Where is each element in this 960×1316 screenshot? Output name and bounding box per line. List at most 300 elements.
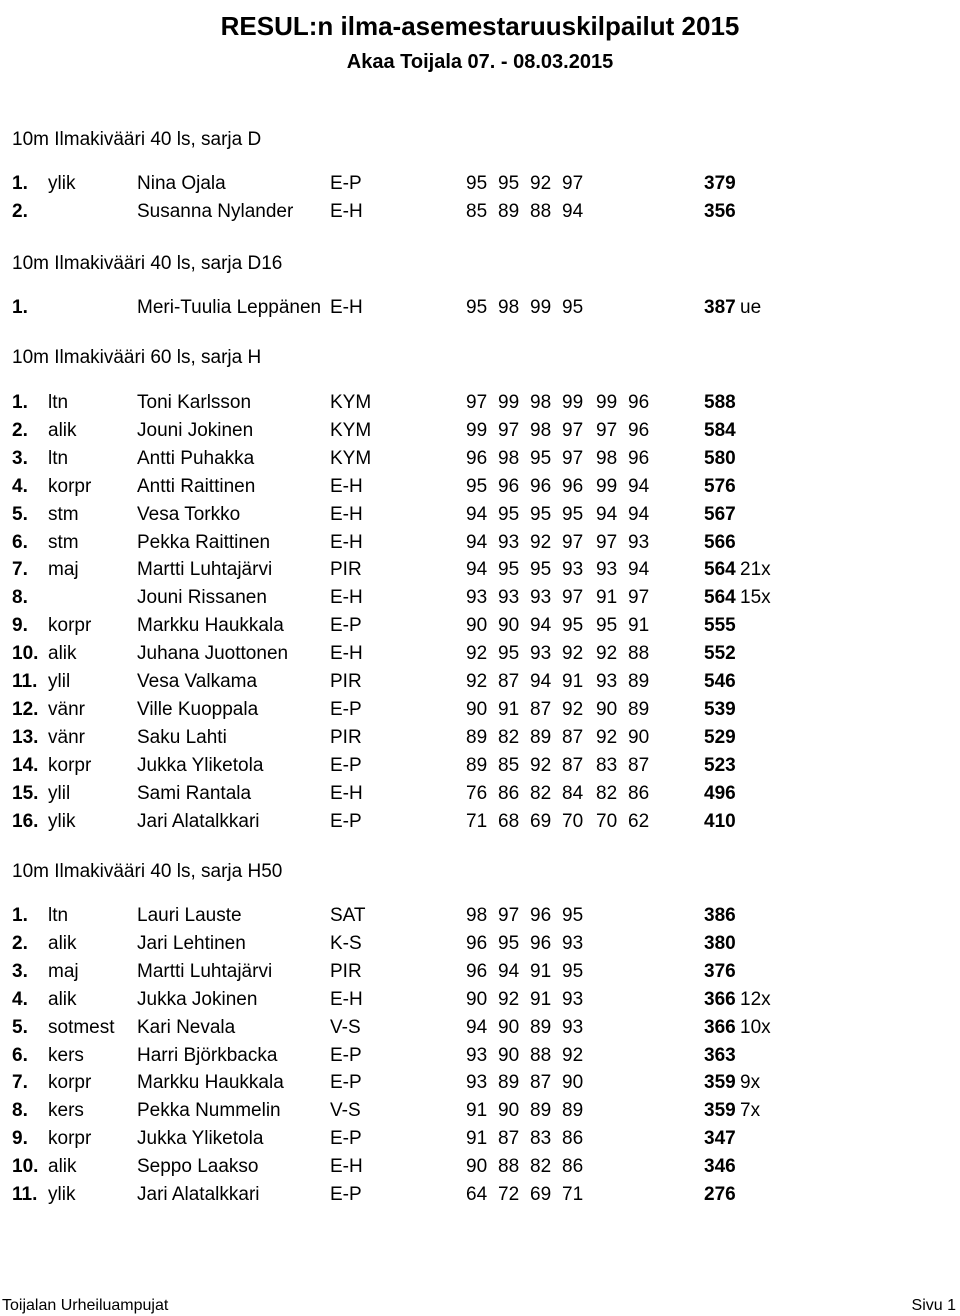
club-cell: E-P [330,173,362,194]
military-rank-cell: alik [48,988,77,1010]
military-rank-cell: korpr [48,615,92,637]
table-row [0,903,960,929]
series-score-cell: 93 [466,1044,488,1066]
competitor-name-cell: Markku Haukkala [137,615,284,637]
series-score-cell: 90 [466,1156,488,1178]
total-score-cell: 363 [704,1044,736,1066]
total-score-cell: 387 [704,297,736,318]
total-score-cell: 523 [704,754,736,776]
series-score-cell: 94 [498,960,520,982]
series-score-cell: 85 [498,754,520,776]
series-score-cell: 93 [530,587,552,609]
series-score-cell: 91 [628,615,650,637]
military-rank-cell: ylik [48,810,76,832]
series-score-cell: 94 [466,1016,488,1038]
table-row [0,809,960,835]
page-title: RESUL:n ilma-asemestaruuskilpailut 2015 [220,11,740,41]
rank-cell: 16. [12,810,39,832]
military-rank-cell: stm [48,531,79,553]
table-row [0,959,960,985]
club-cell: E-H [330,531,363,553]
series-score-cell: 95 [466,173,488,194]
series-score-cell: 68 [498,810,520,832]
series-score-cell: 97 [628,587,650,609]
series-score-cell: 90 [466,988,488,1010]
competitor-name-cell: Martti Luhtajärvi [137,559,273,581]
series-score-cell: 93 [562,932,584,954]
series-score-cell: 93 [466,587,488,609]
rank-cell: 1. [12,297,28,318]
rank-cell: 8. [12,587,28,609]
series-score-cell: 92 [596,726,618,748]
military-rank-cell: alik [48,643,77,665]
rank-cell: 14. [12,754,39,776]
series-score-cell: 90 [628,726,650,748]
series-score-cell: 92 [498,988,520,1010]
competitor-name-cell: Jukka Yliketola [137,754,264,776]
club-cell: K-S [330,932,362,954]
table-row [0,1015,960,1041]
club-cell: E-P [330,615,362,637]
table-row [0,1070,960,1096]
tiebreak-note-cell: 21x [740,559,771,581]
military-rank-cell: alik [48,1156,77,1178]
military-rank-cell: ltn [48,447,69,469]
series-score-cell: 91 [562,671,584,692]
competitor-name-cell: Saku Lahti [137,726,227,748]
club-cell: E-P [330,1072,362,1094]
series-score-cell: 91 [530,988,552,1010]
military-rank-cell: vänr [48,698,85,720]
rank-cell: 3. [12,960,28,982]
series-score-cell: 86 [562,1156,584,1178]
military-rank-cell: stm [48,503,79,525]
club-cell: PIR [330,559,362,581]
series-score-cell: 97 [562,447,584,469]
series-score-cell: 82 [530,1156,552,1178]
military-rank-cell: ylil [48,782,71,804]
series-score-cell: 96 [466,932,488,954]
table-row [0,557,960,583]
club-cell: PIR [330,960,362,982]
series-score-cell: 99 [530,297,552,318]
series-score-cell: 93 [498,531,520,553]
military-rank-cell: korpr [48,475,92,497]
section-heading: 10m Ilmakivääri 40 ls, sarja D16 [12,253,283,274]
competitor-name-cell: Pekka Nummelin [137,1100,281,1122]
competitor-name-cell: Antti Raittinen [137,475,256,497]
series-score-cell: 95 [498,643,520,665]
competitor-name-cell: Lauri Lauste [137,905,242,926]
total-score-cell: 588 [704,392,736,413]
rank-cell: 11. [12,1184,38,1205]
rank-cell: 5. [12,503,28,525]
series-score-cell: 95 [498,932,520,954]
series-score-cell: 64 [466,1184,488,1205]
club-cell: SAT [330,905,366,926]
rank-cell: 1. [12,392,28,413]
series-score-cell: 87 [498,1128,520,1150]
club-cell: E-P [330,1044,362,1066]
series-score-cell: 93 [562,988,584,1010]
series-score-cell: 92 [466,671,488,692]
series-score-cell: 95 [596,615,618,637]
series-score-cell: 98 [498,447,520,469]
table-row [0,697,960,723]
rank-cell: 9. [12,1128,28,1150]
series-score-cell: 96 [562,475,584,497]
series-score-cell: 96 [628,419,650,441]
table-row [0,987,960,1013]
rank-cell: 2. [12,932,28,954]
series-score-cell: 98 [466,905,488,926]
series-score-cell: 93 [530,643,552,665]
series-score-cell: 94 [628,559,650,581]
competitor-name-cell: Jari Lehtinen [137,932,246,954]
military-rank-cell: ylik [48,1184,76,1205]
series-score-cell: 96 [530,475,552,497]
competitor-name-cell: Nina Ojala [137,173,226,194]
series-score-cell: 98 [596,447,618,469]
competitor-name-cell: Vesa Torkko [137,503,241,525]
table-row [0,530,960,556]
competitor-name-cell: Ville Kuoppala [137,698,259,720]
club-cell: E-H [330,782,363,804]
series-score-cell: 90 [498,1044,520,1066]
series-score-cell: 94 [628,503,650,525]
military-rank-cell: alik [48,419,77,441]
competitor-name-cell: Sami Rantala [137,782,252,804]
club-cell: E-P [330,754,362,776]
series-score-cell: 70 [596,810,618,832]
rank-cell: 15. [12,782,39,804]
rank-cell: 4. [12,988,28,1010]
series-score-cell: 95 [530,559,552,581]
total-score-cell: 376 [704,960,736,982]
series-score-cell: 93 [466,1072,488,1094]
military-rank-cell: ylik [48,173,76,194]
series-score-cell: 92 [530,531,552,553]
series-score-cell: 95 [530,447,552,469]
footer-organizer: Toijalan Urheiluampujat [2,1297,169,1314]
footer-page-number: Sivu 1 [911,1297,956,1314]
total-score-cell: 567 [704,503,736,525]
competitor-name-cell: Susanna Nylander [137,200,294,222]
series-score-cell: 84 [562,782,584,804]
series-score-cell: 89 [628,698,650,720]
table-row [0,1043,960,1069]
rank-cell: 4. [12,475,28,497]
military-rank-cell: korpr [48,1128,92,1150]
table-row [0,1098,960,1124]
series-score-cell: 94 [466,503,488,525]
rank-cell: 1. [12,173,28,194]
competitor-name-cell: Harri Björkbacka [137,1044,278,1066]
series-score-cell: 97 [562,587,584,609]
series-score-cell: 92 [562,698,584,720]
table-row [0,781,960,807]
club-cell: PIR [330,671,362,692]
section-heading: 10m Ilmakivääri 40 ls, sarja H50 [12,861,283,882]
rank-cell: 1. [12,905,28,926]
series-score-cell: 89 [530,1100,552,1122]
rank-cell: 12. [12,698,39,720]
table-row [0,295,960,321]
club-cell: E-H [330,587,363,609]
military-rank-cell: kers [48,1044,84,1066]
series-score-cell: 98 [530,419,552,441]
series-score-cell: 76 [466,782,488,804]
series-score-cell: 98 [530,392,552,413]
tiebreak-note-cell: 9x [740,1072,761,1094]
series-score-cell: 97 [498,905,520,926]
page-subtitle: Akaa Toijala 07. - 08.03.2015 [346,51,614,73]
series-score-cell: 95 [562,905,584,926]
series-score-cell: 92 [466,643,488,665]
military-rank-cell: ltn [48,905,69,926]
table-row [0,725,960,751]
total-score-cell: 410 [704,810,736,832]
series-score-cell: 91 [466,1128,488,1150]
series-score-cell: 96 [498,475,520,497]
club-cell: E-H [330,475,363,497]
series-score-cell: 93 [562,559,584,581]
series-score-cell: 72 [498,1184,520,1205]
club-cell: PIR [330,726,362,748]
series-score-cell: 90 [498,1100,520,1122]
series-score-cell: 92 [530,754,552,776]
total-score-cell: 366 [704,1016,736,1038]
series-score-cell: 97 [562,419,584,441]
rank-cell: 11. [12,671,38,692]
total-score-cell: 546 [704,671,736,692]
competitor-name-cell: Kari Nevala [137,1016,236,1038]
series-score-cell: 90 [562,1072,584,1094]
military-rank-cell: maj [48,960,79,982]
series-score-cell: 94 [628,475,650,497]
series-score-cell: 96 [628,392,650,413]
competitor-name-cell: Antti Puhakka [137,447,255,469]
military-rank-cell: ylil [48,671,71,692]
table-row [0,418,960,444]
series-score-cell: 83 [530,1128,552,1150]
club-cell: KYM [330,447,372,469]
rank-cell: 6. [12,531,28,553]
series-score-cell: 94 [466,531,488,553]
total-score-cell: 529 [704,726,736,748]
competitor-name-cell: Vesa Valkama [137,671,258,692]
club-cell: V-S [330,1016,361,1038]
club-cell: E-P [330,1128,362,1150]
series-score-cell: 91 [466,1100,488,1122]
series-score-cell: 89 [530,726,552,748]
total-score-cell: 576 [704,475,736,497]
table-row [0,931,960,957]
series-score-cell: 95 [562,503,584,525]
series-score-cell: 90 [498,1016,520,1038]
series-score-cell: 69 [530,1184,552,1205]
total-score-cell: 552 [704,643,736,665]
club-cell: E-P [330,1184,362,1205]
series-score-cell: 95 [562,297,584,318]
competitor-name-cell: Jouni Rissanen [137,587,267,609]
series-score-cell: 99 [562,392,584,413]
military-rank-cell: kers [48,1100,84,1122]
section-heading: 10m Ilmakivääri 40 ls, sarja D [12,129,262,150]
club-cell: E-H [330,988,363,1010]
series-score-cell: 89 [466,754,488,776]
club-cell: E-P [330,810,362,832]
series-score-cell: 87 [562,754,584,776]
series-score-cell: 97 [498,419,520,441]
series-score-cell: 95 [498,503,520,525]
total-score-cell: 386 [704,905,736,926]
series-score-cell: 96 [466,960,488,982]
total-score-cell: 555 [704,615,736,637]
series-score-cell: 91 [530,960,552,982]
competitor-name-cell: Jari Alatalkkari [137,810,260,832]
club-cell: KYM [330,392,372,413]
series-score-cell: 62 [628,810,650,832]
rank-cell: 13. [12,726,39,748]
series-score-cell: 96 [530,932,552,954]
rank-cell: 6. [12,1044,28,1066]
total-score-cell: 346 [704,1156,736,1178]
total-score-cell: 584 [704,419,736,441]
club-cell: E-H [330,503,363,525]
series-score-cell: 95 [466,475,488,497]
series-score-cell: 87 [498,671,520,692]
total-score-cell: 580 [704,447,736,469]
club-cell: E-H [330,1156,363,1178]
series-score-cell: 93 [562,1016,584,1038]
series-score-cell: 97 [562,531,584,553]
series-score-cell: 94 [530,671,552,692]
series-score-cell: 96 [466,447,488,469]
series-score-cell: 82 [498,726,520,748]
series-score-cell: 89 [498,200,520,222]
total-score-cell: 356 [704,200,736,222]
series-score-cell: 91 [596,587,618,609]
rank-cell: 8. [12,1100,28,1122]
series-score-cell: 95 [498,173,520,194]
competitor-name-cell: Jukka Jokinen [137,988,258,1010]
table-row [0,1126,960,1152]
club-cell: E-H [330,297,363,318]
series-score-cell: 96 [628,447,650,469]
total-score-cell: 359 [704,1100,736,1122]
series-score-cell: 93 [628,531,650,553]
series-score-cell: 87 [562,726,584,748]
series-score-cell: 85 [466,200,488,222]
rank-cell: 9. [12,615,28,637]
series-score-cell: 89 [498,1072,520,1094]
series-score-cell: 83 [596,754,618,776]
series-score-cell: 86 [628,782,650,804]
series-score-cell: 98 [498,297,520,318]
series-score-cell: 92 [596,643,618,665]
series-score-cell: 88 [628,643,650,665]
series-score-cell: 92 [562,1044,584,1066]
series-score-cell: 87 [530,698,552,720]
total-score-cell: 379 [704,173,736,194]
table-row [0,753,960,779]
series-score-cell: 87 [628,754,650,776]
series-score-cell: 91 [498,698,520,720]
series-score-cell: 89 [628,671,650,692]
section-heading: 10m Ilmakivääri 60 ls, sarja H [12,347,262,368]
military-rank-cell: alik [48,932,77,954]
rank-cell: 7. [12,1072,28,1094]
series-score-cell: 69 [530,810,552,832]
competitor-name-cell: Seppo Laakso [137,1156,259,1178]
series-score-cell: 94 [596,503,618,525]
series-score-cell: 99 [596,475,618,497]
military-rank-cell: ltn [48,392,69,413]
series-score-cell: 90 [596,698,618,720]
tiebreak-note-cell: 10x [740,1016,771,1038]
series-score-cell: 95 [562,960,584,982]
series-score-cell: 96 [530,905,552,926]
club-cell: KYM [330,419,372,441]
table-row [0,199,960,225]
military-rank-cell: vänr [48,726,85,748]
series-score-cell: 94 [466,559,488,581]
series-score-cell: 88 [530,1044,552,1066]
series-score-cell: 95 [466,297,488,318]
series-score-cell: 82 [530,782,552,804]
rank-cell: 10. [12,643,39,665]
table-row [0,641,960,667]
series-score-cell: 95 [562,615,584,637]
rank-cell: 2. [12,419,28,441]
competitor-name-cell: Meri-Tuulia Leppänen [137,297,322,318]
series-score-cell: 92 [530,173,552,194]
military-rank-cell: korpr [48,1072,92,1094]
total-score-cell: 496 [704,782,736,804]
series-score-cell: 88 [530,200,552,222]
series-score-cell: 89 [562,1100,584,1122]
total-score-cell: 276 [704,1184,736,1205]
military-rank-cell: maj [48,559,79,581]
total-score-cell: 566 [704,531,736,553]
series-score-cell: 86 [562,1128,584,1150]
table-row [0,390,960,416]
table-row [0,171,960,197]
series-score-cell: 90 [466,615,488,637]
table-row [0,669,960,695]
series-score-cell: 97 [562,173,584,194]
series-score-cell: 86 [498,782,520,804]
competitor-name-cell: Toni Karlsson [137,392,252,413]
table-row [0,585,960,611]
series-score-cell: 97 [596,531,618,553]
rank-cell: 5. [12,1016,28,1038]
series-score-cell: 99 [596,392,618,413]
series-score-cell: 95 [530,503,552,525]
series-score-cell: 94 [530,615,552,637]
total-score-cell: 347 [704,1128,736,1150]
table-row [0,1154,960,1180]
rank-cell: 10. [12,1156,39,1178]
table-row [0,613,960,639]
total-score-cell: 359 [704,1072,736,1094]
tiebreak-note-cell: 15x [740,587,771,609]
total-score-cell: 380 [704,932,736,954]
rank-cell: 7. [12,559,28,581]
total-score-cell: 564 [704,587,736,609]
series-score-cell: 99 [466,419,488,441]
